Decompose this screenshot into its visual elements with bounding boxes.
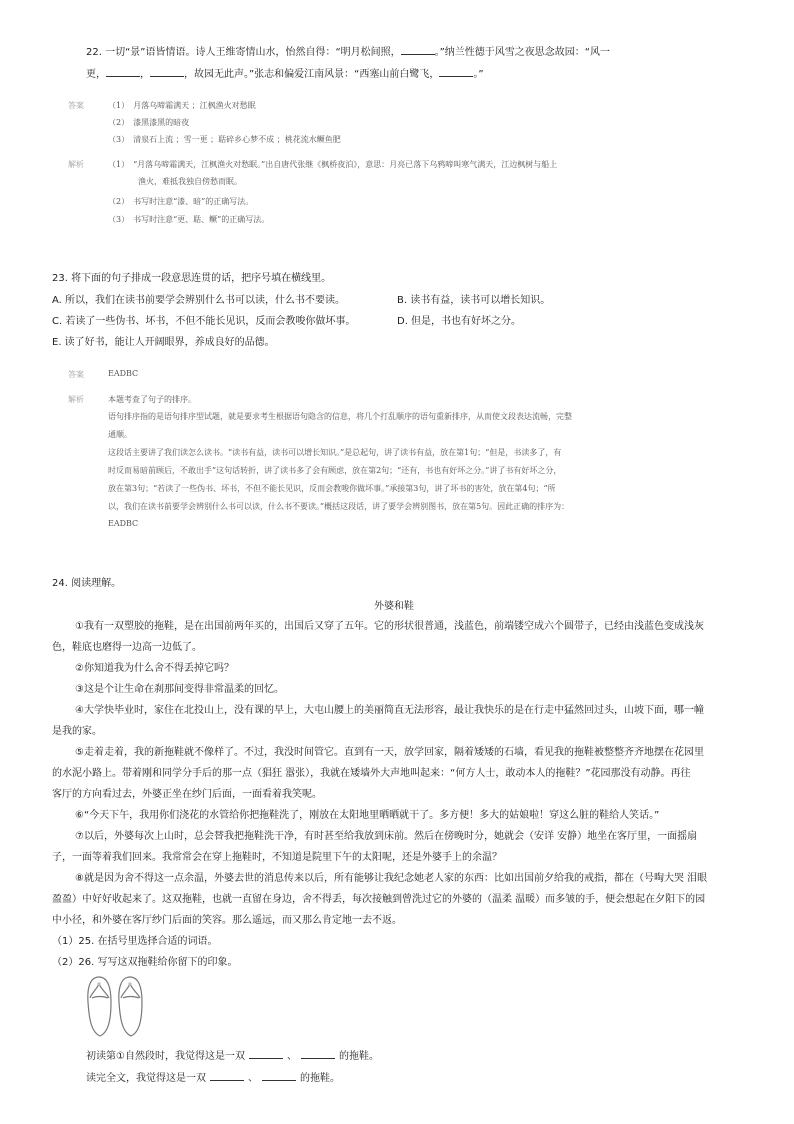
fill-line-1: 初读第①自然段时，我觉得这是一双 、 的拖鞋。 <box>86 1051 379 1062</box>
passage-para-5a: ⑤走着走着，我的新拖鞋就不像样了。不过，我没时间管它。直到有一天，放学回家，隔着矮矮的石墙，看见我的拖鞋被整整齐齐地摆在花园里 <box>75 747 704 758</box>
passage-para-5b: 的水泥小路上。带着刚和同学分手后的那一点（猖狂 嚣张），我就在矮墙外大声地叫起来：“何方人士，敢动本人的拖鞋？”花园那没有动静。再往 <box>52 768 691 779</box>
q22-answer-3: （3） 清泉石上流 ；雪一更 ；聒碎乡心梦不成 ；桃花流水鳜鱼肥 <box>108 135 341 144</box>
q23-answer-tag: 答案 <box>68 370 84 379</box>
q22-line2: 更， ， ，故园无此声。”张志和偏爱江南风景：“西塞山前白鹭飞， 。” <box>86 69 484 80</box>
fill-2-blank-2[interactable] <box>262 1080 296 1081</box>
q22-analysis-1: （1） “月落乌啼霜满天，江枫渔火对愁眠。”出自唐代张继《枫桥夜泊》，意思：月亮已落下乌鸦啼叫寒气满天，江边枫树与船上 <box>108 160 558 169</box>
passage-para-8a: ⑧就是因为舍不得这一点余温，外婆去世的消息传来以后，所有能够让我纪念她老人家的东西：比如出国前夕给我的戒指，都在（号啕大哭 泪眼 <box>75 873 708 884</box>
fill-line-2: 读完全文，我觉得这是一双 、 的拖鞋。 <box>86 1073 340 1084</box>
sub-question-1: （1）25. 在括号里选择合适的词语。 <box>52 936 218 947</box>
q22-blank-4[interactable] <box>439 76 473 77</box>
slippers-illustration-icon <box>84 974 146 1040</box>
q23-option-b: B. 读书有益，读书可以增长知识。 <box>397 295 551 306</box>
q22-blank-2[interactable] <box>106 76 140 77</box>
q23-analysis-tag: 解析 <box>68 395 84 404</box>
passage-para-7b: 子，一面等着我们回来。我常常会在穿上拖鞋时，不知道是院里下午的太阳呢，还是外婆手上的余温？ <box>52 852 502 863</box>
passage-para-3: ③这是个让生命在刹那间变得非常温柔的回忆。 <box>75 684 284 695</box>
q23-option-a: A. 所以，我们在读书前要学会辨别什么书可以读，什么书不要读。 <box>52 295 346 306</box>
fill-1-blank-2[interactable] <box>301 1058 335 1059</box>
q23-option-e: E. 读了好书，能让人开阔眼界，养成良好的品德。 <box>52 337 275 348</box>
fill-1-blank-1[interactable] <box>249 1058 283 1059</box>
q23-option-c: C. 若读了一些伪书、坏书，不但不能长见识，反而会教唆你做坏事。 <box>52 316 356 327</box>
q23-analysis-5: 时反而易暗前顾后，不敢出手”这句话转折，讲了读书多了会有顾虑，放在第2句；“还有，书也有好坏之分。”讲了书有好坏之分， <box>108 466 562 475</box>
q22-blank-3[interactable] <box>150 76 184 77</box>
q22-line1: 22. 一切“景”语皆情语。诗人王维寄情山水，怡然自得：“明月松间照， 。”纳兰性德于风雪之夜思念故园：“风一 <box>86 47 610 58</box>
q22-answer-2: （2） 漆黑漆黑的暗夜 <box>108 118 190 127</box>
q23-stem: 23. 将下面的句子排成一段意思连贯的话，把序号填在横线里。 <box>52 273 332 284</box>
q24-stem: 24. 阅读理解。 <box>52 578 122 589</box>
passage-para-1a: ①我有一双塑胶的拖鞋，是在出国前两年买的，出国后又穿了五年。它的形状很普通，浅蓝色，前端镂空成六个圆带子，已经由浅蓝色变成浅灰 <box>75 621 704 632</box>
q22-analysis-2: 渔火，难抵我独自傍愁而眠。 <box>138 177 242 186</box>
passage-para-1b: 色，鞋底也磨得一边高一边低了。 <box>52 642 202 653</box>
passage-para-8c: 中小径，和外婆在客厅纱门后面的笑容。那么遥远，而又那么肯定地一去不返。 <box>52 915 402 926</box>
passage-para-4a: ④大学快毕业时，家住在北投山上，没有课的早上，大屯山腰上的美丽简直无法形容，最让我快乐的是在行走中猛然回过头，山坡下面，哪一幢 <box>75 705 704 716</box>
passage-para-7a: ⑦以后，外婆每次上山时，总会替我把拖鞋洗干净，有时甚至给我放到床前。然后在傍晚时分，她就会（安详 安静）地坐在客厅里，一面摇扇 <box>75 831 698 842</box>
q22-answer-tag: 答案 <box>68 101 84 110</box>
q23-answer: EADBC <box>108 369 139 378</box>
q22-blank-1[interactable] <box>401 54 435 55</box>
passage-para-6: ⑥“今天下午，我用你们浇花的水管给你把拖鞋洗了，刚放在太阳地里晒晒就干了。多方便！多大的姑娘啦！穿这么脏的鞋给人笑话。” <box>75 810 660 821</box>
q22-analysis-3: （2） 书写时注意“漆、暗”的正确写法。 <box>108 197 254 206</box>
passage-para-8b: 盈盈）中好好收起来了。这双拖鞋，也就一直留在身边，舍不得丢，每次接触到曾洗过它的外婆的（温柔 温暖）而多皱的手，便会想起在夕阳下的园 <box>52 894 706 905</box>
q22-analysis-tag: 解析 <box>68 160 84 169</box>
passage-para-5c: 客厅的方向看过去，外婆正坐在纱门后面，一面看着我笑呢。 <box>52 789 322 800</box>
q23-analysis-2: 语句排序指的是语句排序型试题，就是要求考生根据语句隐含的信息，将几个打乱顺序的语句重新排序，从而使文段表达流畅，完整 <box>108 412 572 421</box>
q22-analysis-4: （3） 书写时注意“更、聒、鳜”的正确写法。 <box>108 215 270 224</box>
q23-analysis-6: 放在第3句；“若读了一些伪书、坏书，不但不能长见识，反而会教唆你做坏事。”承接第3句，讲了坏书的害处，放在第4句；“所 <box>108 484 556 493</box>
q23-option-d: D. 但是，书也有好坏之分。 <box>397 316 522 327</box>
passage-para-2: ②你知道我为什么舍不得丢掉它吗？ <box>75 663 234 674</box>
sub-question-2: （2）26. 写写这双拖鞋给你留下的印象。 <box>52 957 238 968</box>
q22-answer-1: （1） 月落乌啼霜满天 ；江枫渔火对愁眠 <box>108 101 256 110</box>
q23-analysis-4: 这段话主要讲了我们读怎么读书。“读书有益，读书可以增长知识。”是总起句，讲了读书有益，放在第1句；“但是，书读多了，有 <box>108 448 562 457</box>
q23-analysis-8: EADBC <box>108 519 139 528</box>
q23-analysis-7: 以，我们在读书前要学会辨别什么书可以读，什么书不要读。”概括这段话，讲了要学会辨别图书，放在第5句。因此正确的排序为： <box>108 502 570 511</box>
q23-analysis-3: 通顺。 <box>108 430 132 439</box>
passage-para-4b: 是我的家。 <box>52 726 102 737</box>
q23-analysis-1: 本题考查了句子的排序。 <box>108 395 196 404</box>
passage-title: 外婆和鞋 <box>374 601 414 612</box>
fill-2-blank-1[interactable] <box>210 1080 244 1081</box>
